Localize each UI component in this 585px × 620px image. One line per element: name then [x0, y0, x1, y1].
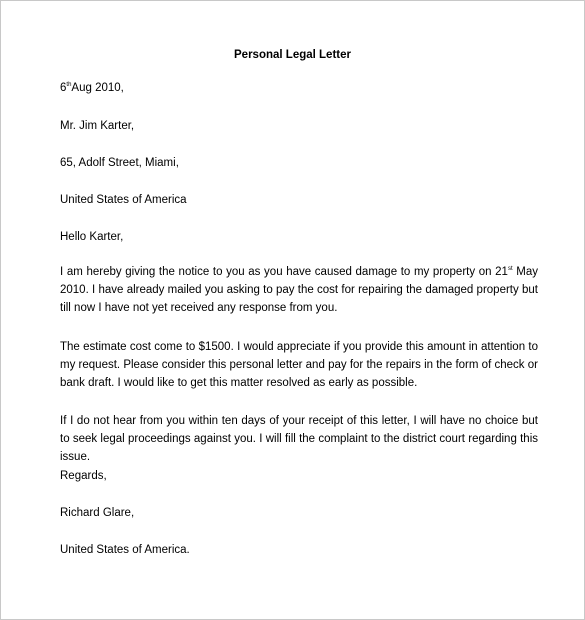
- recipient-name: Mr. Jim Karter,: [60, 120, 135, 132]
- date-rest: Aug 2010,: [71, 82, 124, 94]
- letter-date: [60, 79, 538, 97]
- recipient-country: United States of America: [60, 194, 187, 206]
- date-suffix: th: [66, 82, 72, 88]
- date-day: 6: [60, 82, 67, 94]
- letter-title: Personal Legal Letter: [234, 49, 351, 61]
- paragraph-notice-suffix: st: [507, 266, 513, 272]
- paragraph-notice-end: May 2010. I have already mailed you asking to pay the cost for repairing the damaged property but till now I have not yet received any response from you.: [60, 266, 539, 314]
- closing: Regards,: [60, 470, 107, 482]
- greeting: Hello Karter,: [60, 231, 124, 243]
- paragraph-notice-start: I am hereby giving the notice to you as you have caused damage to my property on 21: [60, 266, 508, 278]
- paragraph-legal-action: If I do not hear from you within ten days of your receipt of this letter, I will have no choice but to seek legal proceedings against you. I will fill the complaint to the district court regarding this issue.: [60, 415, 538, 463]
- paragraph-estimate: The estimate cost come to $1500. I would appreciate if you provide this amount in attention to my request. Please consider this personal letter and pay for the repairs in the form of check or bank draft. I would like to get this matter resolved as early as possible.: [60, 341, 538, 389]
- paragraph-notice: [60, 263, 538, 317]
- recipient-address: 65, Adolf Street, Miami,: [60, 157, 179, 169]
- signature-name: Richard Glare,: [60, 507, 135, 519]
- signature-country: United States of America.: [60, 544, 190, 556]
